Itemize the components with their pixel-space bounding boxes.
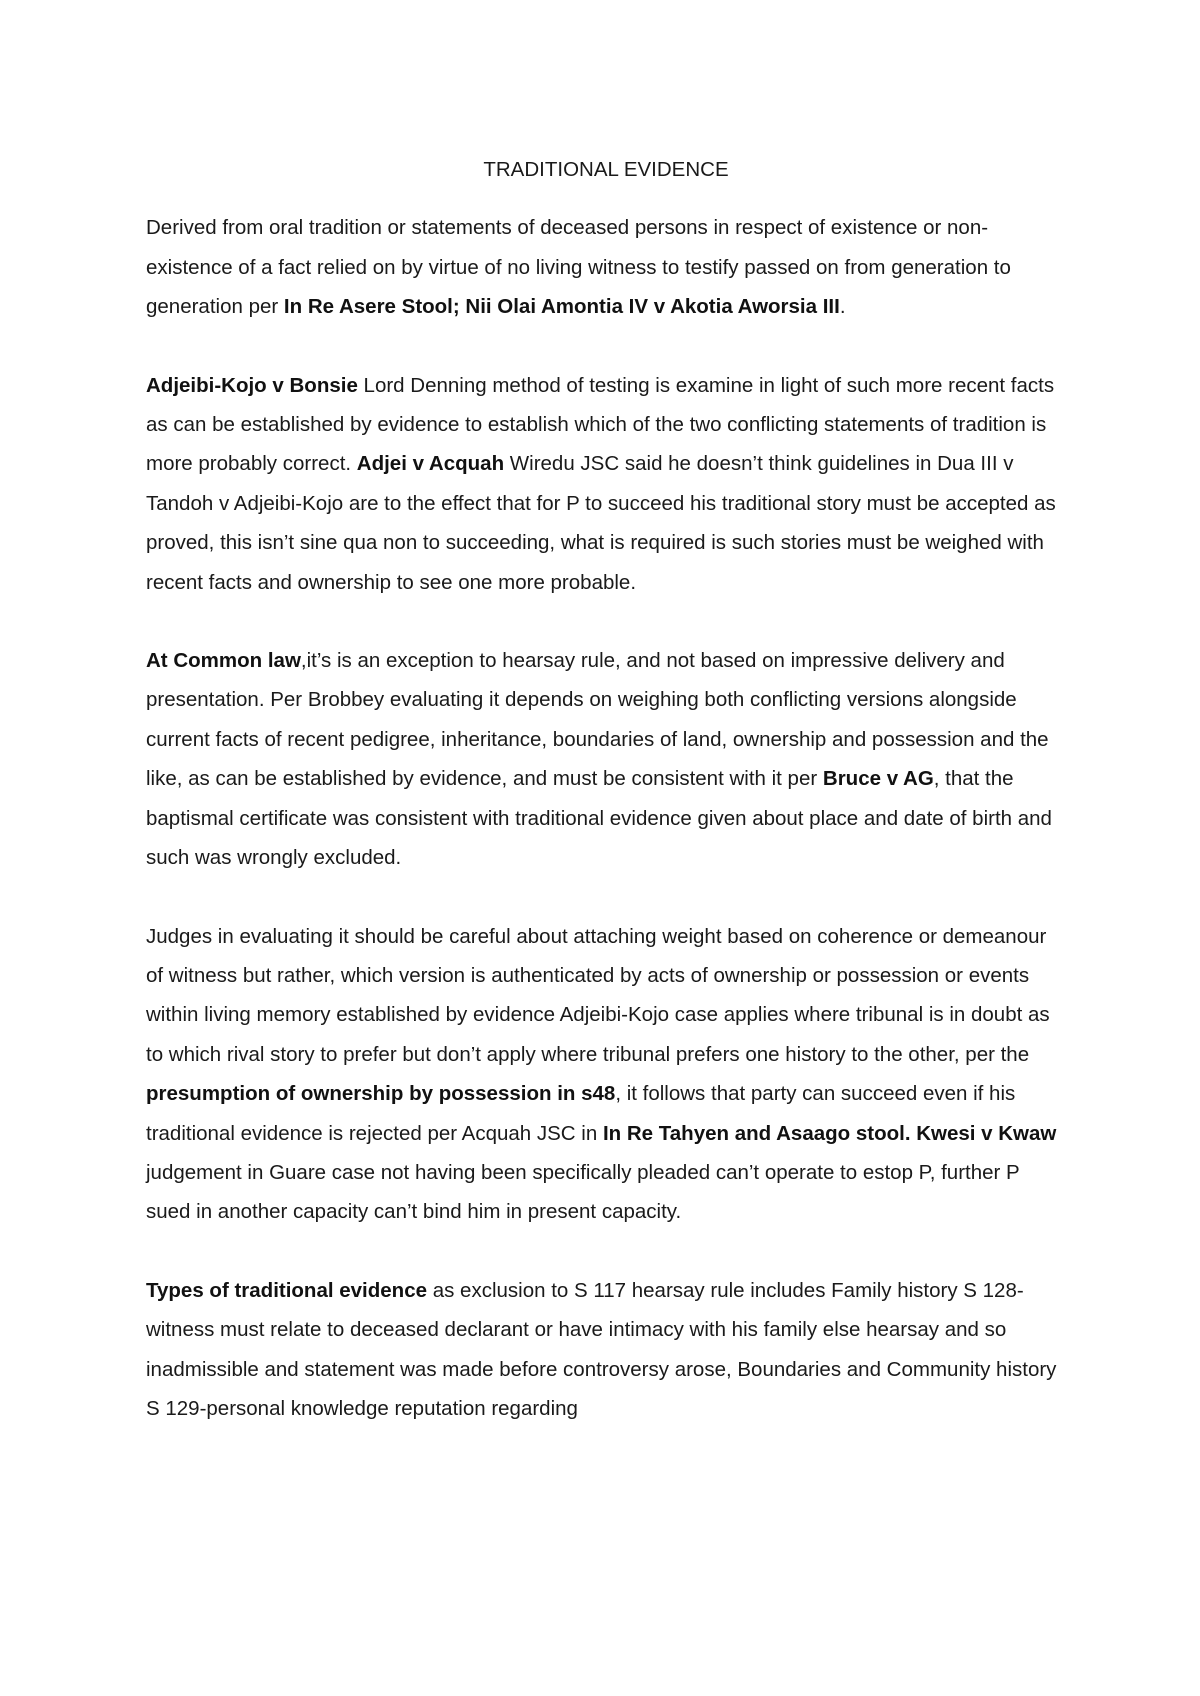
paragraph-5	[146, 1271, 1066, 1429]
emphasis-text: presumption of ownership by possession in s48	[146, 1082, 616, 1106]
paragraph-text: Judges in evaluating it should be careful about attaching weight based on coherence or demeanour of witness but rather, which version is authenticated by acts of ownership or possession or events within living memory established by evidence Adjeibi-Kojo case applies where tribunal is in doubt as to which rival story to prefer but don’t apply where tribunal prefers one history to the other, per the	[146, 924, 1050, 1066]
emphasis-text: Types of traditional evidence	[146, 1278, 427, 1302]
case-citation: Adjei v Acquah	[356, 452, 505, 476]
emphasis-text: At Common law	[146, 649, 301, 673]
case-citation: In Re Asere Stool; Nii Olai Amontia IV v Akotia Aworsia III	[283, 295, 840, 319]
paragraph-2	[146, 366, 1066, 602]
paragraph-1	[146, 208, 1066, 326]
paragraph-text: Derived from oral tradition or statements of deceased persons in respect of existence or non-existence of a fact relied on by virtue of no living witness to testify passed on from generation to generation per	[146, 216, 1011, 319]
paragraph-text: .	[839, 295, 846, 319]
case-citation: Bruce v AG	[822, 767, 934, 791]
case-citation: In Re Tahyen and Asaago stool. Kwesi v Kwaw	[602, 1121, 1057, 1145]
paragraph-text: as exclusion to S 117 hearsay rule includes Family history S 128-witness must relate to deceased declarant or have intimacy with his family else hearsay and so inadmissible and statement was made before controversy arose, Boundaries and Community history S 129-personal knowledge reputation regarding	[146, 1278, 1057, 1420]
paragraph-text: Lord Denning method of testing is examine in light of such more recent facts as can be established by evidence to establish which of the two conflicting statements of tradition is more probably correct.	[146, 373, 1055, 476]
paragraph-text: Wiredu JSC said he doesn’t think guidelines in Dua III v Tandoh v Adjeibi-Kojo are to the effect that for P to succeed his traditional story must be accepted as proved, this isn’t sine qua non to succeeding, what is required is such stories must be weighed with recent facts and ownership to see one more probable.	[146, 452, 1056, 594]
paragraph-text: ,it’s is an exception to hearsay rule, and not based on impressive delivery and presentation. Per Brobbey evaluating it depends on weighing both conflicting versions alongside current facts of recent pedigree, inheritance, boundaries of land, ownership and possession and the like, as can be established by evidence, and must be consistent with it per	[146, 649, 1049, 791]
paragraph-4	[146, 917, 1066, 1232]
case-citation: Adjeibi-Kojo v Bonsie	[146, 373, 358, 397]
paragraph-text: , that the baptismal certificate was consistent with traditional evidence given about place and date of birth and such was wrongly excluded.	[146, 767, 1052, 870]
document-body	[146, 150, 1066, 1428]
paragraph-3	[146, 641, 1066, 877]
paragraph-text: judgement in Guare case not having been specifically pleaded can’t operate to estop P, further P sued in another capacity can’t bind him in present capacity.	[146, 1160, 1020, 1224]
paragraph-text: , it follows that party can succeed even if his traditional evidence is rejected per Acquah JSC in	[146, 1082, 1016, 1145]
document-title: TRADITIONAL EVIDENCE	[483, 158, 729, 181]
